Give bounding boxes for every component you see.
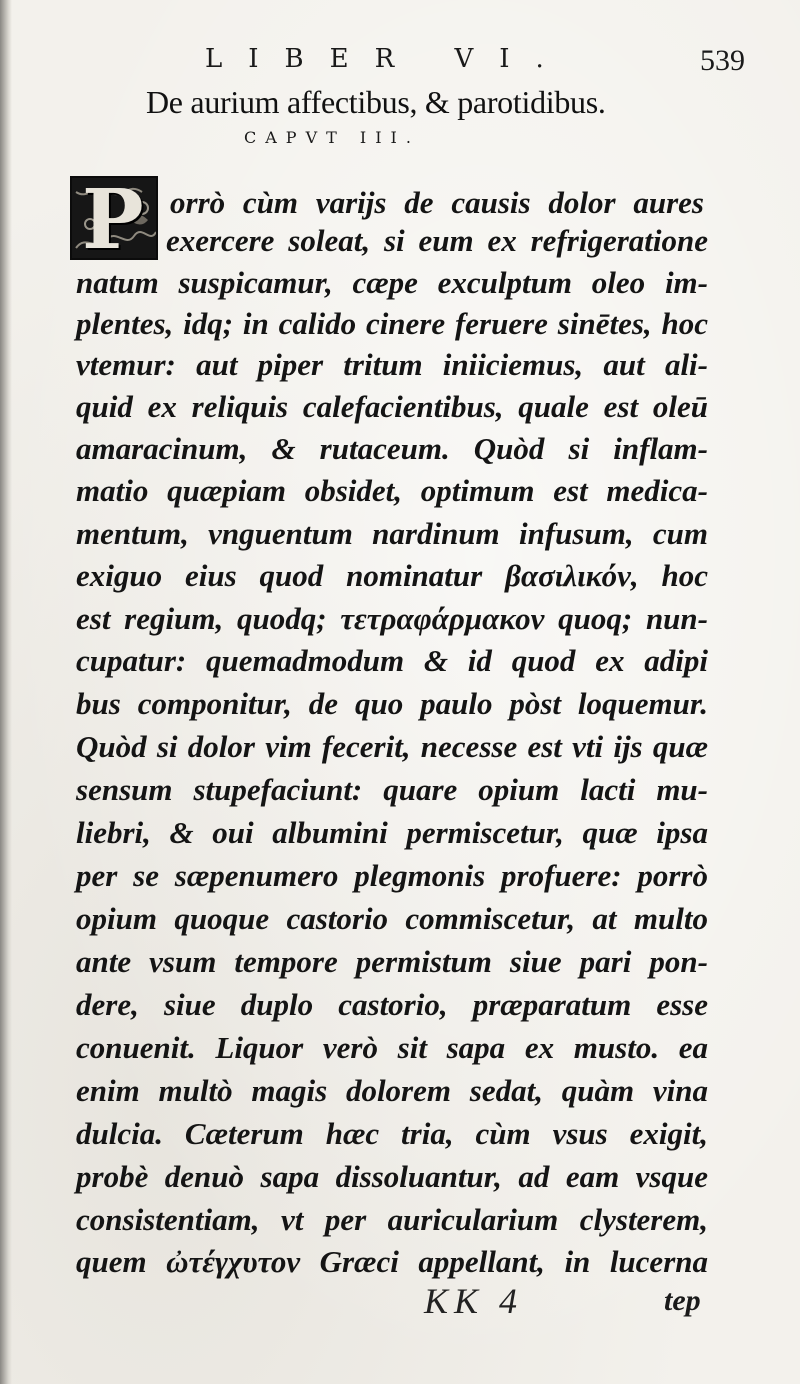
text-line: quem ὠτέγχυτον Græci appellant, in lucerna: [76, 1244, 708, 1279]
text-line: consistentiam, vt per auricularium clysterem,: [76, 1202, 708, 1237]
page-number: 539: [700, 44, 745, 77]
signature-mark: KK 4: [424, 1281, 524, 1321]
text-line: per se sæpenumero plegmonis profuere: porrò: [76, 858, 708, 893]
running-title: LIBER VI.: [205, 44, 570, 74]
text-line: exiguo eius quod nominatur βασιλικόν, hoc: [76, 558, 708, 593]
text-line: orrò cùm varijs de causis dolor aures: [170, 185, 704, 220]
text-line: cupatur: quemadmodum & id quod ex adipi: [76, 643, 708, 678]
text-line: est regium, quodq; τετραφάρμακον quoq; nun-: [76, 601, 708, 636]
text-line: probè denuò sapa dissoluantur, ad eam vsque: [76, 1159, 708, 1194]
text-line: matio quæpiam obsidet, optimum est medica-: [76, 473, 708, 508]
text-line: liebri, & oui albumini permiscetur, quæ ipsa: [76, 815, 708, 850]
text-line: sensum stupefaciunt: quare opium lacti mu-: [76, 772, 708, 807]
text-line: vtemur: aut piper tritum iniiciemus, aut ali-: [76, 347, 708, 382]
text-line: plentes, idq; in calido cinere feruere sinētes, hoc: [76, 306, 708, 341]
text-line: bus componitur, de quo paulo pòst loquemur.: [76, 686, 708, 721]
text-line: ante vsum tempore permistum siue pari pon-: [76, 944, 708, 979]
chapter-title: De aurium affectibus, & parotidibus.: [146, 84, 606, 120]
ornamental-initial-icon: [70, 176, 158, 260]
page-gutter-shadow: [0, 0, 12, 1384]
text-line: mentum, vnguentum nardinum infusum, cum: [76, 516, 708, 551]
text-line: exercere soleat, si eum ex refrigeratione: [166, 223, 708, 258]
text-line: natum suspicamur, cæpe exculptum oleo im-: [76, 265, 708, 300]
text-line: dere, siue duplo castorio, præparatum esse: [76, 987, 708, 1022]
text-line: dulcia. Cæterum hæc tria, cùm vsus exigit,: [76, 1116, 708, 1151]
text-line: conuenit. Liquor verò sit sapa ex musto. ea: [76, 1030, 708, 1065]
text-line: quid ex reliquis calefacientibus, quale est oleū: [76, 389, 708, 424]
show-through-text: [560, 118, 566, 144]
chapter-number: CAPVT III.: [244, 128, 420, 147]
initial-letter: P: [82, 176, 144, 260]
text-line: opium quoque castorio commiscetur, at multo: [76, 901, 708, 936]
text-line: amaracinum, & rutaceum. Quòd si inflam-: [76, 431, 708, 466]
text-line: Quòd si dolor vim fecerit, necesse est vti ijs quæ: [76, 729, 708, 764]
text-line: enim multò magis dolorem sedat, quàm vina: [76, 1073, 708, 1108]
catchword: tep: [664, 1284, 701, 1317]
